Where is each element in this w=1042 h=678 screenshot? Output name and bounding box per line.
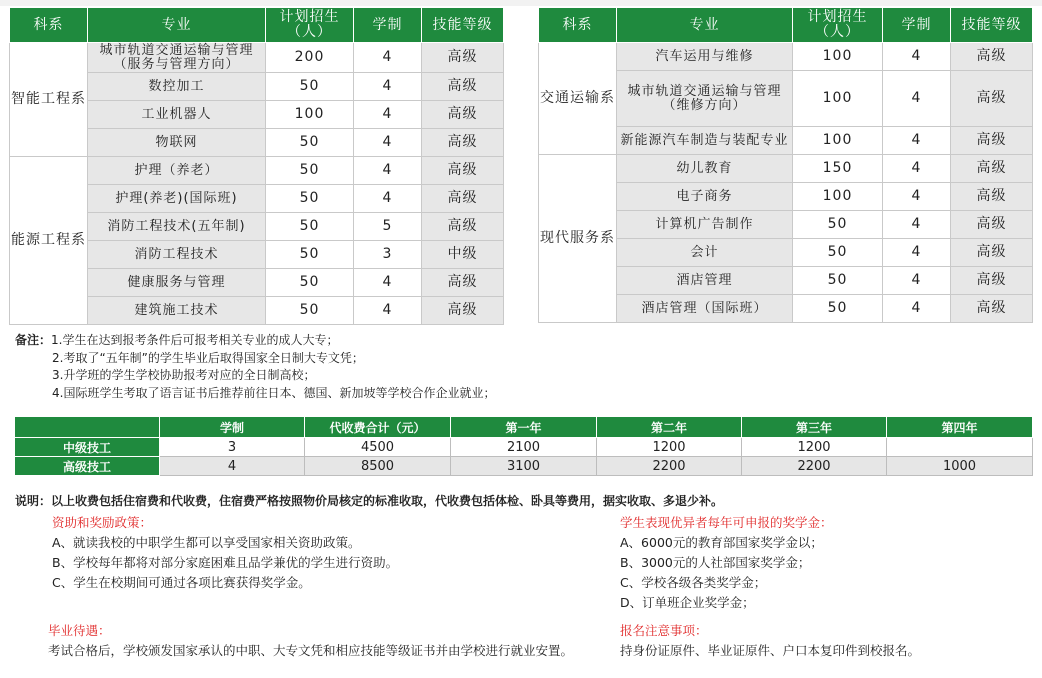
major-cell: 工业机器人	[88, 101, 266, 129]
level-cell: 高级	[422, 297, 504, 325]
dept-cell: 智能工程系	[10, 43, 88, 157]
years-cell: 3	[354, 241, 422, 269]
table-row	[10, 157, 504, 185]
plan-cell: 50	[793, 239, 883, 267]
notes	[15, 332, 495, 402]
major-cell: 建筑施工技术	[88, 297, 266, 325]
dept-cell: 现代服务系	[539, 155, 617, 323]
fee-cell: 4500	[305, 438, 451, 457]
years-cell: 4	[883, 267, 951, 295]
years-cell: 5	[354, 213, 422, 241]
level-cell: 高级	[422, 101, 504, 129]
top-strip	[0, 0, 1042, 6]
plan-cell: 50	[266, 129, 354, 157]
years-cell: 4	[354, 185, 422, 213]
scholarship-list	[620, 513, 833, 613]
years-cell: 4	[354, 129, 422, 157]
level-cell: 高级	[951, 295, 1033, 323]
years-cell: 4	[883, 211, 951, 239]
note-item: 备注：1.学生在达到报考条件后可报考相关专业的成人大专；	[15, 333, 339, 347]
registration-title: 报名注意事项：	[620, 623, 708, 638]
program-table-left	[9, 7, 504, 325]
level-cell: 高级	[951, 43, 1033, 71]
scholarship-item: B、3000元的人社部国家奖学金；	[620, 555, 811, 570]
header-plan: 计划招生 （人）	[266, 8, 354, 43]
aid-title: 资助和奖励政策：	[52, 515, 153, 530]
years-cell: 4	[883, 155, 951, 183]
level-cell: 高级	[422, 269, 504, 297]
plan-cell: 50	[266, 269, 354, 297]
major-cell: 数控加工	[88, 73, 266, 101]
table-row	[539, 155, 1033, 183]
fee-row-label: 中级技工	[15, 438, 160, 457]
plan-cell: 100	[793, 127, 883, 155]
years-cell: 4	[354, 297, 422, 325]
scholarship-item: D、订单班企业奖学金；	[620, 595, 755, 610]
major-cell: 消防工程技术	[88, 241, 266, 269]
plan-cell: 50	[266, 185, 354, 213]
header-major: 专业	[88, 8, 266, 43]
fee-cell: 8500	[305, 457, 451, 476]
dept-cell: 能源工程系	[10, 157, 88, 325]
years-cell: 4	[354, 157, 422, 185]
fee-header-total: 代收费合计（元）	[305, 417, 451, 438]
header-level: 技能等级	[951, 8, 1033, 43]
years-cell: 4	[883, 239, 951, 267]
program-table-right	[538, 7, 1033, 323]
plan-cell: 50	[793, 267, 883, 295]
scholarship-title: 学生表现优异者每年可申报的奖学金：	[620, 515, 833, 530]
level-cell: 高级	[422, 73, 504, 101]
note-item: 2.考取了“五年制”的学生毕业后取得国家全日制大专文凭；	[52, 350, 364, 365]
header-years: 学制	[354, 8, 422, 43]
major-cell: 会计	[617, 239, 793, 267]
table-header-row	[539, 8, 1033, 43]
header-level: 技能等级	[422, 8, 504, 43]
fee-cell: 1200	[597, 438, 742, 457]
major-cell: 护理(养老)(国际班)	[88, 185, 266, 213]
major-cell: 计算机广告制作	[617, 211, 793, 239]
fee-header-year1: 第一年	[451, 417, 597, 438]
fee-cell: 3	[160, 438, 305, 457]
years-cell: 4	[883, 183, 951, 211]
fee-header-year2: 第二年	[597, 417, 742, 438]
fee-cell: 1000	[887, 457, 1033, 476]
plan-cell: 50	[266, 297, 354, 325]
major-cell: 电子商务	[617, 183, 793, 211]
note-item: 4.国际班学生考取了语言证书后推荐前往日本、德国、新加坡等学校合作企业就业；	[52, 385, 496, 400]
graduation-info	[48, 621, 573, 661]
header-dept: 科系	[539, 8, 617, 43]
plan-cell: 100	[266, 101, 354, 129]
plan-cell: 200	[266, 43, 354, 73]
notes-label: 备注：	[15, 333, 52, 347]
fee-cell: 1200	[742, 438, 887, 457]
graduation-title: 毕业待遇：	[48, 623, 111, 638]
graduation-text: 考试合格后，学校颁发国家承认的中职、大专文凭和相应技能等级证书并由学校进行就业安置。	[48, 643, 574, 658]
major-cell: 护理（养老）	[88, 157, 266, 185]
level-cell: 高级	[951, 127, 1033, 155]
fee-cell: 2100	[451, 438, 597, 457]
plan-cell: 50	[793, 295, 883, 323]
level-cell: 高级	[422, 129, 504, 157]
major-cell: 城市轨道交通运输与管理 （维修方向）	[617, 71, 793, 127]
years-cell: 4	[354, 101, 422, 129]
major-cell: 消防工程技术(五年制)	[88, 213, 266, 241]
plan-cell: 100	[793, 43, 883, 71]
header-plan: 计划招生 （人）	[793, 8, 883, 43]
level-cell: 高级	[951, 239, 1033, 267]
fee-cell: 3100	[451, 457, 597, 476]
major-cell: 健康服务与管理	[88, 269, 266, 297]
major-cell: 酒店管理（国际班）	[617, 295, 793, 323]
header-major: 专业	[617, 8, 793, 43]
dept-cell: 交通运输系	[539, 43, 617, 155]
level-cell: 高级	[951, 211, 1033, 239]
fee-row-advanced	[15, 457, 1033, 476]
fee-cell: 4	[160, 457, 305, 476]
fee-header-row	[15, 417, 1033, 438]
level-cell: 高级	[422, 213, 504, 241]
fee-header-year3: 第三年	[742, 417, 887, 438]
table-row	[10, 43, 504, 73]
fee-explanation: 说明：以上收费包括住宿费和代收费，住宿费严格按照物价局核定的标准收取，代收费包括体检、卧具等费用，据实收取、多退少补。	[15, 494, 724, 508]
fee-header-years: 学制	[160, 417, 305, 438]
level-cell: 高级	[422, 43, 504, 73]
major-cell: 物联网	[88, 129, 266, 157]
major-cell: 城市轨道交通运输与管理 （服务与管理方向）	[88, 43, 266, 73]
years-cell: 4	[883, 295, 951, 323]
registration-text: 持身份证原件、毕业证原件、户口本复印件到校报名。	[620, 643, 921, 658]
plan-cell: 50	[266, 73, 354, 101]
plan-cell: 150	[793, 155, 883, 183]
level-cell: 高级	[951, 71, 1033, 127]
aid-item: C、学生在校期间可通过各项比赛获得奖学金。	[52, 575, 311, 590]
years-cell: 4	[883, 71, 951, 127]
years-cell: 4	[883, 127, 951, 155]
aid-item: A、就读我校的中职学生都可以享受国家相关资助政策。	[52, 535, 361, 550]
plan-cell: 50	[266, 157, 354, 185]
note-item: 3.升学班的学生学校协助报考对应的全日制高校；	[52, 368, 316, 382]
fee-table	[14, 416, 1033, 476]
level-cell: 高级	[951, 183, 1033, 211]
registration-info	[620, 621, 920, 661]
years-cell: 4	[883, 43, 951, 71]
major-cell: 酒店管理	[617, 267, 793, 295]
level-cell: 高级	[422, 185, 504, 213]
table-header-row	[10, 8, 504, 43]
level-cell: 高级	[422, 157, 504, 185]
scholarship-item: A、6000元的教育部国家奖学金以；	[620, 535, 823, 550]
fee-row-intermediate	[15, 438, 1033, 457]
years-cell: 4	[354, 269, 422, 297]
plan-cell: 50	[266, 213, 354, 241]
level-cell: 高级	[951, 267, 1033, 295]
fee-header-blank	[15, 417, 160, 438]
fee-row-label: 高级技工	[15, 457, 160, 476]
plan-cell: 50	[266, 241, 354, 269]
major-cell: 幼儿教育	[617, 155, 793, 183]
major-cell: 汽车运用与维修	[617, 43, 793, 71]
fee-cell: 2200	[597, 457, 742, 476]
scholarship-item: C、学校各级各类奖学金；	[620, 575, 767, 590]
fee-cell: 2200	[742, 457, 887, 476]
major-cell: 新能源汽车制造与装配专业	[617, 127, 793, 155]
aid-policy	[52, 513, 398, 593]
plan-cell: 100	[793, 183, 883, 211]
level-cell: 高级	[951, 155, 1033, 183]
years-cell: 4	[354, 43, 422, 73]
plan-cell: 50	[793, 211, 883, 239]
fee-header-year4: 第四年	[887, 417, 1033, 438]
level-cell: 中级	[422, 241, 504, 269]
fee-cell	[887, 438, 1033, 457]
header-dept: 科系	[10, 8, 88, 43]
plan-cell: 100	[793, 71, 883, 127]
header-years: 学制	[883, 8, 951, 43]
years-cell: 4	[354, 73, 422, 101]
aid-item: B、学校每年都将对部分家庭困难且品学兼优的学生进行资助。	[52, 555, 399, 570]
table-row	[539, 43, 1033, 71]
